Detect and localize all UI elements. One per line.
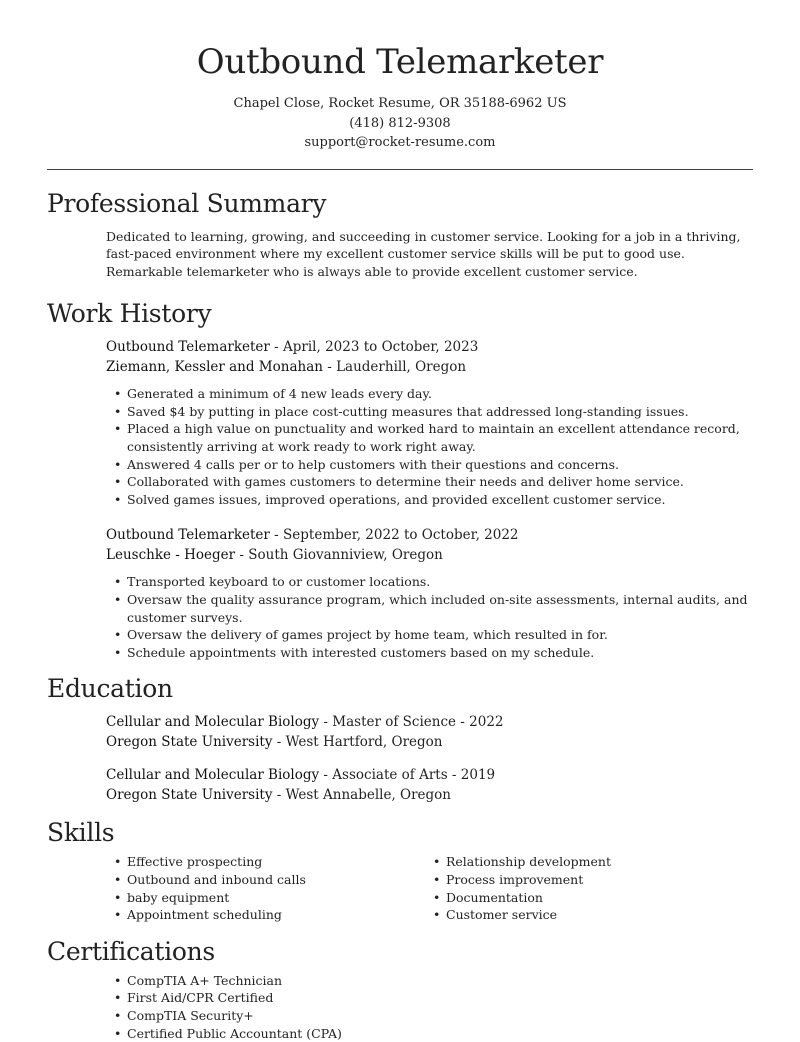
section-heading-work: Work History <box>47 299 212 329</box>
list-item: • Answered 4 calls per or to help customers with their questions and concerns. <box>106 456 753 474</box>
list-item: • CompTIA A+ Technician <box>106 972 753 990</box>
job-bullets <box>106 385 753 508</box>
certifications-list <box>106 972 753 1042</box>
job-title-line <box>106 526 753 546</box>
list-item: • Placed a high value on punctuality and worked hard to maintain an excellent attendance record, consistently arriving at work ready to work right away. <box>106 420 753 455</box>
job-entry <box>106 526 753 661</box>
education-entry <box>106 766 753 805</box>
list-item: • baby equipment <box>106 889 425 907</box>
degree-line <box>106 713 753 733</box>
job-company: Ziemann, Kessler and Monahan <box>106 358 323 375</box>
education-entry <box>106 713 753 752</box>
address: Chapel Close, Rocket Resume, OR 35188-6962 US <box>233 96 567 111</box>
school-location: - West Hartford, Oregon <box>272 733 443 750</box>
school: Oregon State University <box>106 786 273 803</box>
list-item: • Oversaw the quality assurance program, which included on-site assessments, internal audits, and customer surveys. <box>106 591 753 626</box>
education <box>47 713 753 805</box>
list-item: • Appointment scheduling <box>106 906 425 924</box>
skills-left <box>106 853 425 923</box>
job-dates: - April, 2023 to October, 2023 <box>269 339 479 356</box>
email: support@rocket-resume.com <box>304 135 496 150</box>
job-title-line <box>106 338 753 358</box>
field: Cellular and Molecular Biology <box>106 714 320 731</box>
job-location: - Lauderhill, Oregon <box>322 358 467 375</box>
list-item: • Documentation <box>425 889 744 907</box>
school: Oregon State University <box>106 733 273 750</box>
job-title: Outbound Telemarketer <box>106 339 270 356</box>
degree: - Master of Science - 2022 <box>319 714 504 731</box>
list-item: • Saved $4 by putting in place cost-cutting measures that addressed long-standing issues. <box>106 403 753 421</box>
phone: (418) 812-9308 <box>349 115 451 131</box>
school-line <box>106 733 753 753</box>
skills-right <box>425 853 744 923</box>
list-item: • Customer service <box>425 906 744 924</box>
job-title: Outbound Telemarketer <box>106 527 270 544</box>
list-item: • Generated a minimum of 4 new leads every day. <box>106 385 753 403</box>
list-item: • Process improvement <box>425 871 744 889</box>
job-company: Leuschke - Hoeger <box>106 546 236 563</box>
degree: - Associate of Arts - 2019 <box>319 767 496 784</box>
section-heading-education: Education <box>47 674 173 704</box>
section-heading-certifications: Certifications <box>47 936 215 966</box>
job-company-line <box>106 358 753 378</box>
school-line <box>106 786 753 806</box>
list-item: • First Aid/CPR Certified <box>106 989 753 1007</box>
list-item: • Collaborated with games customers to determine their needs and deliver home service. <box>106 473 753 491</box>
contact-info <box>47 94 753 153</box>
list-item: • CompTIA Security+ <box>106 1007 753 1025</box>
section-heading-summary: Professional Summary <box>47 188 327 218</box>
job-bullets <box>106 573 753 661</box>
list-item: • Oversaw the delivery of games project by home team, which resulted in for. <box>106 626 753 644</box>
work-history <box>47 338 753 661</box>
summary-text: Dedicated to learning, growing, and succeeding in customer service. Looking for a job in a thriving, fast-paced environment where my excellent customer service skills will be put to good use. Remarkable telemarketer who is always able to provide excellent customer service. <box>106 228 741 279</box>
list-item: • Schedule appointments with interested customers based on my schedule. <box>106 644 753 662</box>
job-location: - South Giovanniview, Oregon <box>235 546 443 563</box>
field: Cellular and Molecular Biology <box>106 767 320 784</box>
divider <box>47 169 753 170</box>
list-item: • Certified Public Accountant (CPA) <box>106 1025 753 1042</box>
list-item: • Transported keyboard to or customer locations. <box>106 573 753 591</box>
list-item: • Relationship development <box>425 853 744 871</box>
job-entry <box>106 338 753 508</box>
degree-line <box>106 766 753 786</box>
school-location: - West Annabelle, Oregon <box>272 786 452 803</box>
job-dates: - September, 2022 to October, 2022 <box>269 527 519 544</box>
list-item: • Solved games issues, improved operations, and provided excellent customer service. <box>106 491 753 509</box>
section-heading-skills: Skills <box>47 818 115 848</box>
certifications <box>47 972 753 1042</box>
skills <box>47 853 753 923</box>
resume-name: Outbound Telemarketer <box>196 42 604 82</box>
list-item: • Effective prospecting <box>106 853 425 871</box>
list-item: • Outbound and inbound calls <box>106 871 425 889</box>
job-company-line <box>106 546 753 566</box>
